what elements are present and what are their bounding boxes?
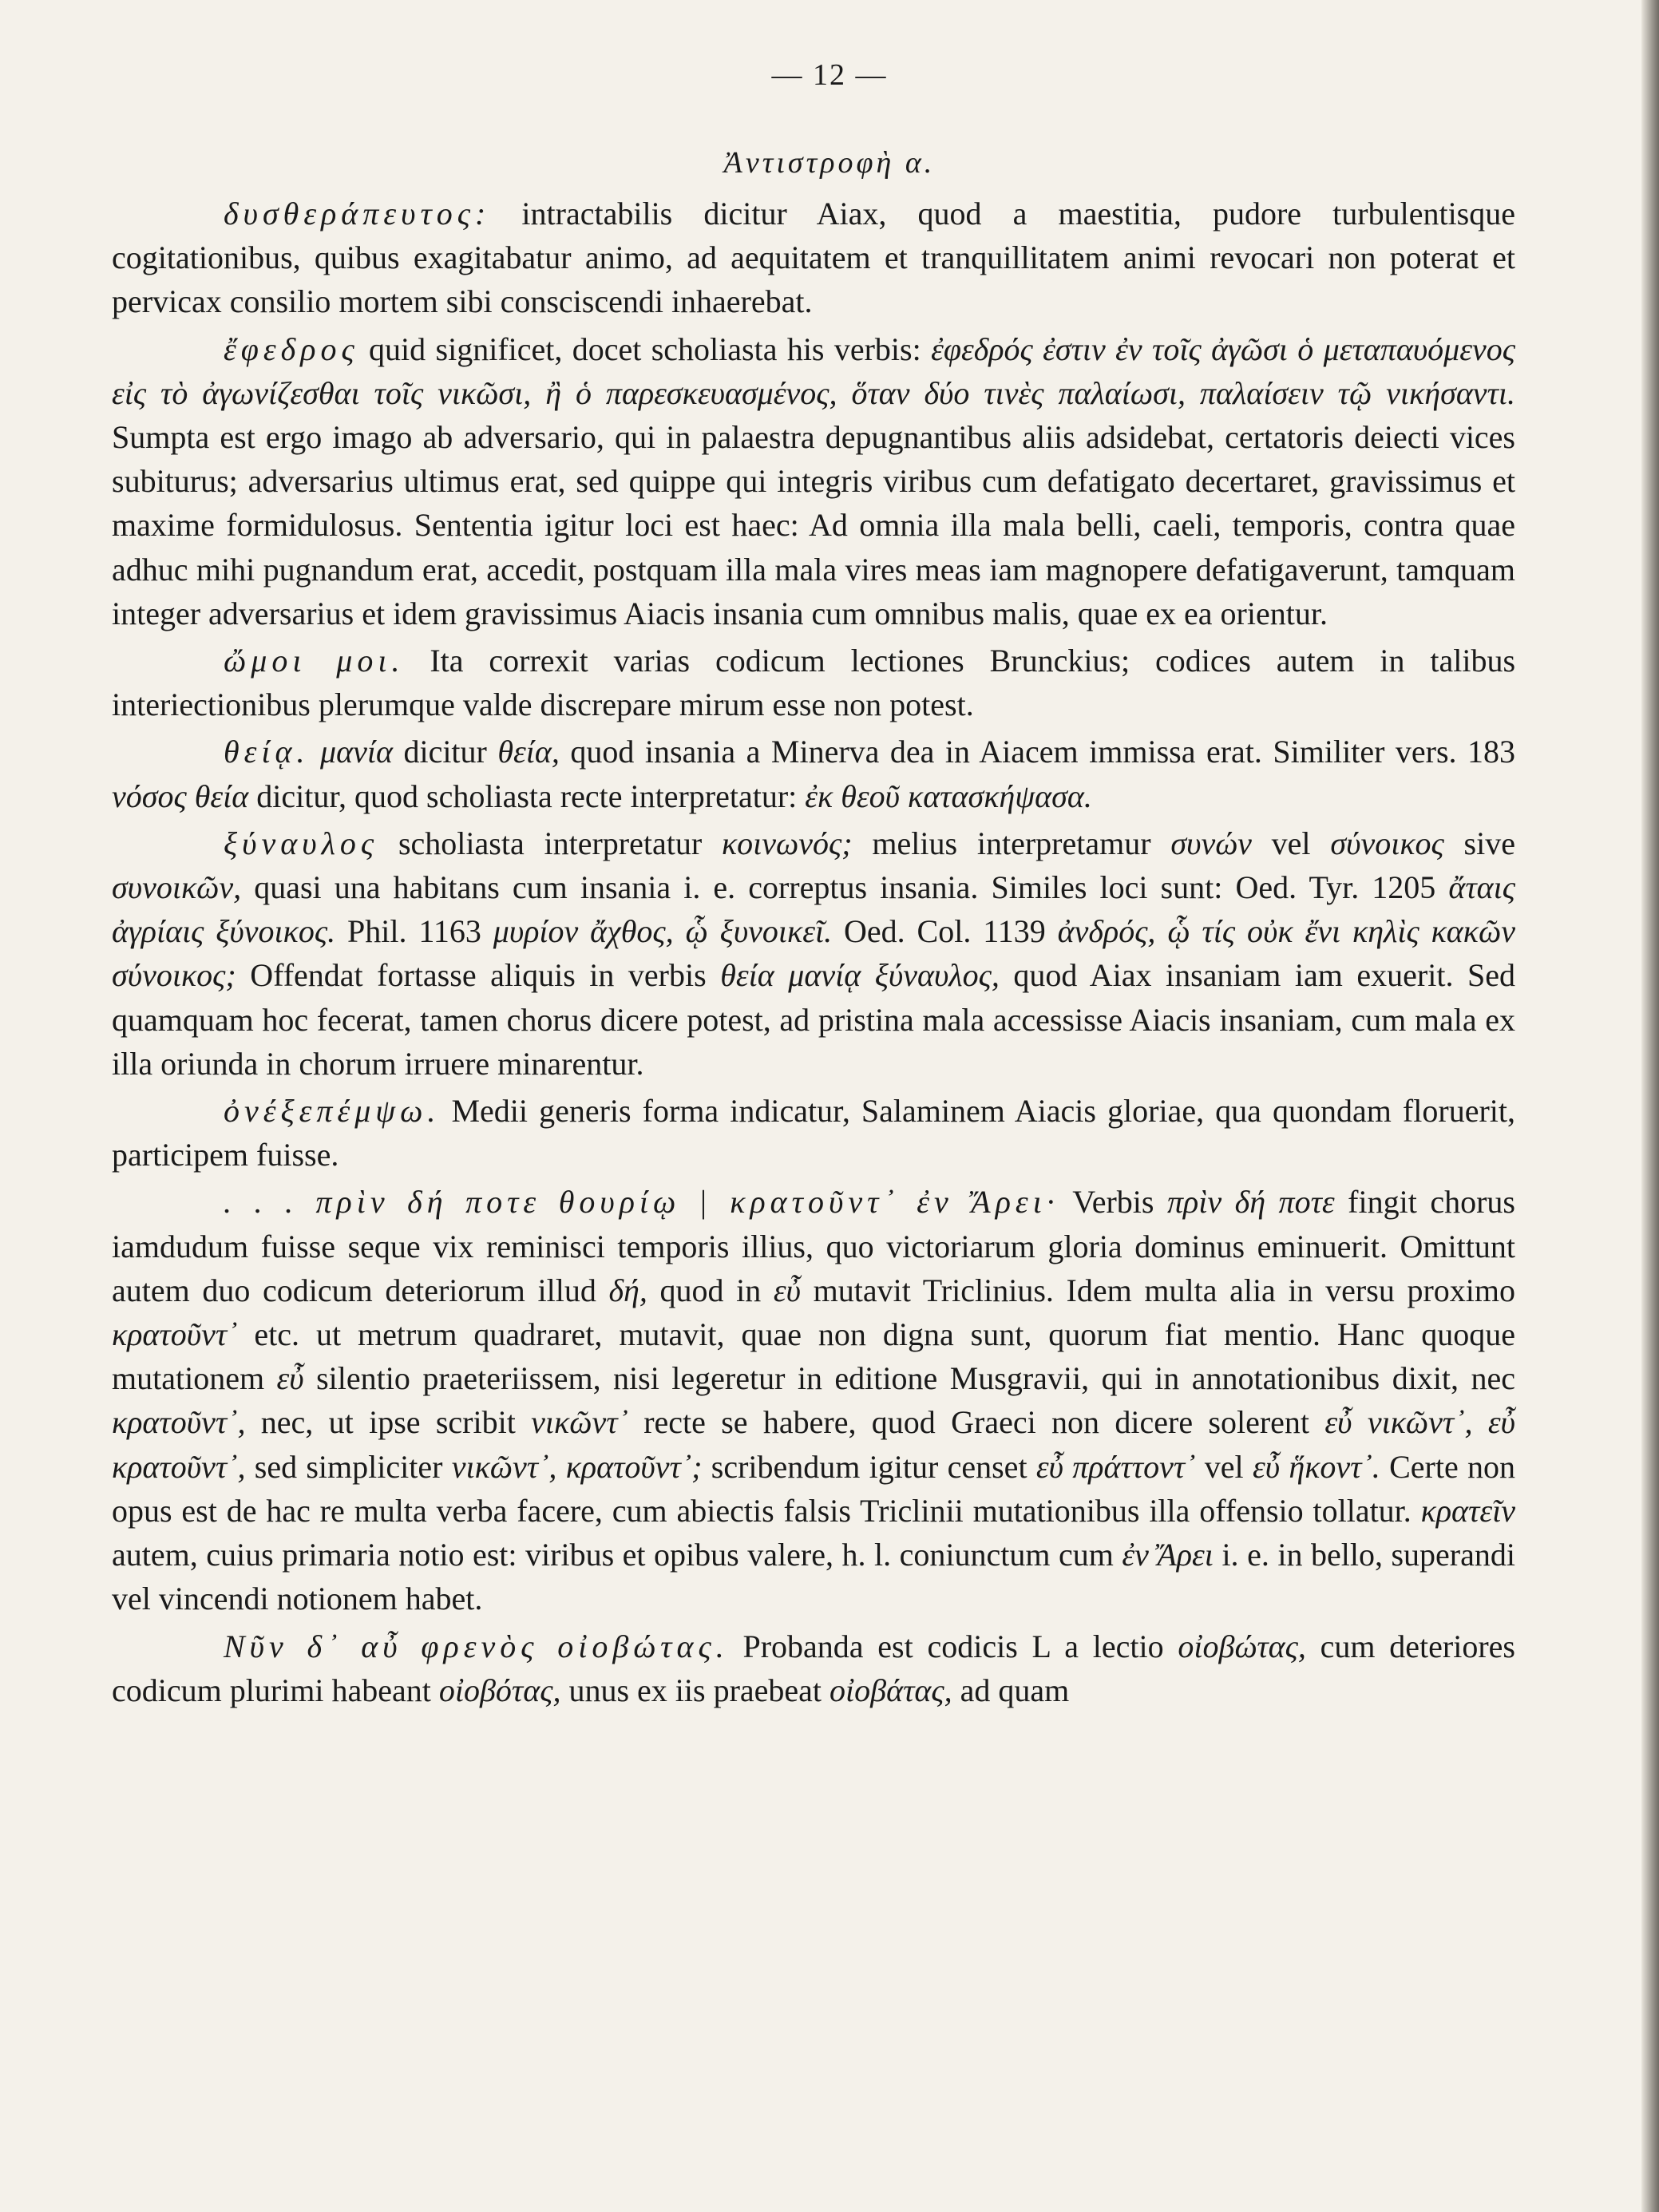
lemma: δυσθεράπευτος: [224, 196, 491, 231]
lemma: ξύναυλος [224, 825, 379, 861]
paragraph: ξύναυλος scholiasta interpretatur κοινωνός; melius interpretamur συνών vel σύνοικος sive συνοικῶν, quasi una habitans cum insania i. e. correptus insania. Similes loci sunt: Oed. Tyr. 1205 ἄταις ἀγρίαις ξύνοικος. Phil. 1163 μυρίον ἄχθος, ᾧ ξυνοικεῖ. Oed. Col. 1139 ἀνδρός, ᾧ τίς οὐκ ἔνι κηλὶς κακῶν σύνοικος; Offendat fortasse aliquis in verbis θεία μανίᾳ ξύναυλος, quod Aiax insaniam iam exuerit. Sed quamquam hoc fecerat, tamen chorus dicere potest, ad pristina mala accessisse Aiacis insaniam, cum mala ex illa oriunda in chorum irruere minarentur. [112, 825, 1515, 1082]
section-title: Ἀντιστροφὴ α. [723, 146, 936, 180]
paragraph: ὀνέξεπέμψω. Medii generis forma indicatur, Salaminem Aiacis gloriae, qua quondam floruerit, participem fuisse. [112, 1093, 1515, 1173]
paragraph: . . . πρὶν δή ποτε θουρίῳ | κρατοῦντ᾽ ἐν Ἄρει· Verbis πρὶν δή ποτε fingit chorus iamdudum fuisse seque vix reminisci temporis illius, quo victoriarum gloria dominus eminuerit. Omittunt autem duo codicum deteriorum illud δή, quod in εὖ mutavit Triclinius. Idem multa alia in versu proximo κρατοῦντ᾽ etc. ut metrum quadraret, mutavit, quae non digna sunt, quorum fiat mentio. Hanc quoque mutationem εὖ silentio praeteriissem, nisi legeretur in editione Musgravii, qui in annotationibus dixit, nec κρατοῦντ᾽, nec, ut ipse scribit νικῶντ᾽ recte se habere, quod Graeci non dicere solerent εὖ νικῶντ᾽, εὖ κρατοῦντ᾽, sed simpliciter νικῶντ᾽, κρατοῦντ᾽; scribendum igitur censet εὖ πράττοντ᾽ vel εὖ ἥκοντ᾽. Certe non opus est de hac re multa verba facere, cum abiectis falsis Triclinii mutationibus illa offensio tollatur. κρατεῖν autem, cuius primaria notio est: viribus et opibus valere, h. l. coniunctum cum ἐν Ἄρει i. e. in bello, superandi vel vincendi notionem habet. [112, 1184, 1515, 1617]
paragraph: Νῦν δ᾽ αὖ φρενὸς οἰοβώτας. Probanda est codicis L a lectio οἰοβώτας, cum deteriores codicum plurimi habeant οἰοβότας, unus ex iis praebeat οἰοβάτας, ad quam [112, 1628, 1515, 1708]
paragraph: δυσθεράπευτος: intractabilis dicitur Aiax, quod a maestitia, pudore turbulentisque cogitationibus, quibus exagitabatur animo, ad aequitatem et tranquillitatem animi revocari non poterat et pervicax consilio mortem sibi consciscendi inhaerebat. [112, 196, 1515, 320]
lemma: Νῦν δ᾽ αὖ φρενὸς οἰοβώτας. [224, 1628, 729, 1664]
lemma: ὤμοι μοι. [224, 643, 405, 679]
paragraph: ὤμοι μοι. Ita correxit varias codicum lectiones Brunckius; codices autem in talibus interiectionibus plerumque valde discrepare mirum esse non potest. [112, 643, 1516, 723]
page-number: — 12 — [771, 58, 888, 92]
page-edge [1641, 0, 1659, 2212]
lemma: ὀνέξεπέμψω. [224, 1093, 441, 1130]
paragraph: ἔφεδρος quid significet, docet scholiasta his verbis: ἐφεδρός ἐστιν ἐν τοῖς ἀγῶσι ὁ μεταπαυόμενος εἰς τὸ ἀγωνίζεσθαι τοῖς νικῶσι, ἢ ὁ παρεσκευασμένος, ὅταν δύο τινὲς παλαίωσι, παλαίσειν τῷ νικήσαντι. Sumpta est ergo imago ab adversario, qui in palaestra depugnantibus aliis adsidebat, certatoris deiecti vices subiturus; adversarius ultimus erat, sed quippe qui integris viribus cum defatigato decertaret, gravissimus et maxime formidulosus. Sententia igitur loci est haec: Ad omnia illa mala belli, caeli, temporis, contra quae adhuc mihi pugnandum erat, accedit, postquam illa mala vires meas iam magnopere defatigaverunt, tamquam integer adversarius et idem gravissimus Aiacis insania cum omnibus malis, quae ex ea orientur. [112, 330, 1515, 631]
body-text [112, 192, 1515, 1712]
lemma: θείᾳ. [224, 734, 310, 770]
paragraph: θείᾳ. μανία dicitur θεία, quod insania a Minerva dea in Aiacem immissa erat. Similiter vers. 183 νόσος θεία dicitur, quod scholiasta recte interpretatur: ἐκ θεοῦ κατασκήψασα. [112, 734, 1516, 814]
lemma: . . . πρὶν δή ποτε θουρίῳ | κρατοῦντ᾽ ἐν Ἄρει· [224, 1184, 1059, 1221]
lemma: ἔφεδρος [224, 330, 359, 367]
